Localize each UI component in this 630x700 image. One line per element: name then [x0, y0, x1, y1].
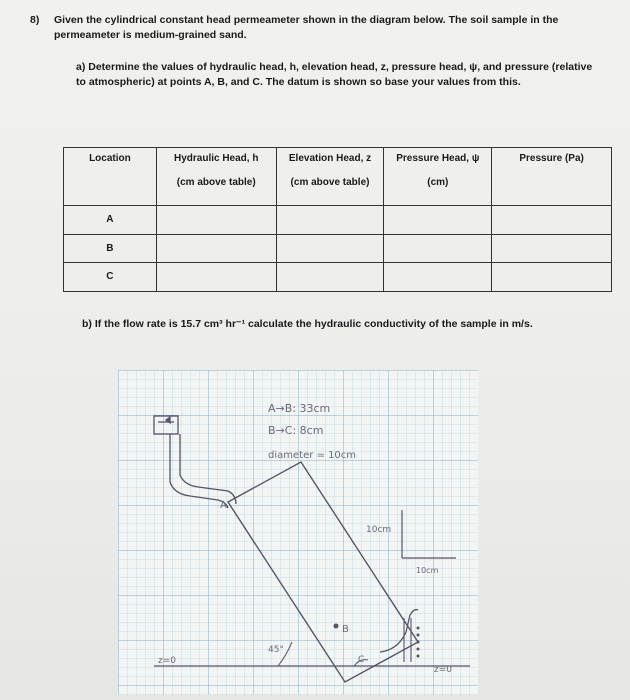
- point-b-marker: [334, 624, 339, 629]
- question-number: 8): [30, 14, 40, 26]
- label-point-b: B: [342, 624, 349, 635]
- label-dim-horizontal: 10cm: [416, 566, 439, 575]
- cell-b-z[interactable]: [276, 234, 384, 263]
- header-pressure: Pressure (Pa): [492, 148, 612, 173]
- label-datum-left: z=0: [158, 656, 176, 666]
- part-b-prompt: b) If the flow rate is 15.7 cm³ hr⁻¹ calculate the hydraulic conductivity of the sample in m/s.: [82, 318, 533, 330]
- label-point-a: A: [220, 500, 227, 511]
- row-label-c: C: [64, 263, 157, 292]
- header-hydraulic-head-unit: (cm above table): [156, 173, 276, 206]
- table-row: [64, 234, 612, 263]
- row-label-a: A: [64, 206, 157, 235]
- cell-b-psi[interactable]: [384, 234, 492, 263]
- header-elevation-head-unit: (cm above table): [276, 173, 384, 206]
- permeameter-diagram: [118, 370, 478, 695]
- cell-a-h[interactable]: [156, 206, 276, 235]
- header-hydraulic-head: Hydraulic Head, h: [156, 148, 276, 173]
- cell-c-p[interactable]: [492, 263, 612, 292]
- header-pressure-head-unit: (cm): [384, 173, 492, 206]
- note-a-to-b: A→B: 33cm: [268, 402, 331, 415]
- note-b-to-c: B→C: 8cm: [268, 424, 324, 437]
- table-row: [64, 263, 612, 292]
- cell-c-psi[interactable]: [384, 263, 492, 292]
- note-diameter: diameter = 10cm: [268, 450, 357, 461]
- header-elevation-head: Elevation Head, z: [276, 148, 384, 173]
- header-pressure-head: Pressure Head, ψ: [384, 148, 492, 173]
- label-datum-right: z=0: [434, 665, 452, 675]
- cell-a-psi[interactable]: [384, 206, 492, 235]
- cell-c-h[interactable]: [156, 263, 276, 292]
- answer-table: [63, 147, 612, 292]
- cell-b-h[interactable]: [156, 234, 276, 263]
- header-location: Location: [64, 148, 157, 173]
- row-label-b: B: [64, 234, 157, 263]
- label-dim-vertical: 10cm: [366, 525, 392, 535]
- table-row: [64, 206, 612, 235]
- cell-c-z[interactable]: [276, 263, 384, 292]
- question-text: Given the cylindrical constant head permeameter shown in the diagram below. The soil sample in the permeameter is medium-grained sand.: [54, 14, 559, 41]
- header-pressure-sub: [492, 173, 612, 206]
- label-angle: 45°: [268, 645, 284, 655]
- header-location-sub: [64, 173, 157, 206]
- part-a-prompt: a) Determine the values of hydraulic head, h, elevation head, z, pressure head, ψ, and pressure (relative to atmospheric) at points A, B, and C. The datum is shown so base your values from this.: [76, 61, 593, 88]
- label-point-c: C: [358, 655, 365, 665]
- cell-a-z[interactable]: [276, 206, 384, 235]
- cell-b-p[interactable]: [492, 234, 612, 263]
- cell-a-p[interactable]: [492, 206, 612, 235]
